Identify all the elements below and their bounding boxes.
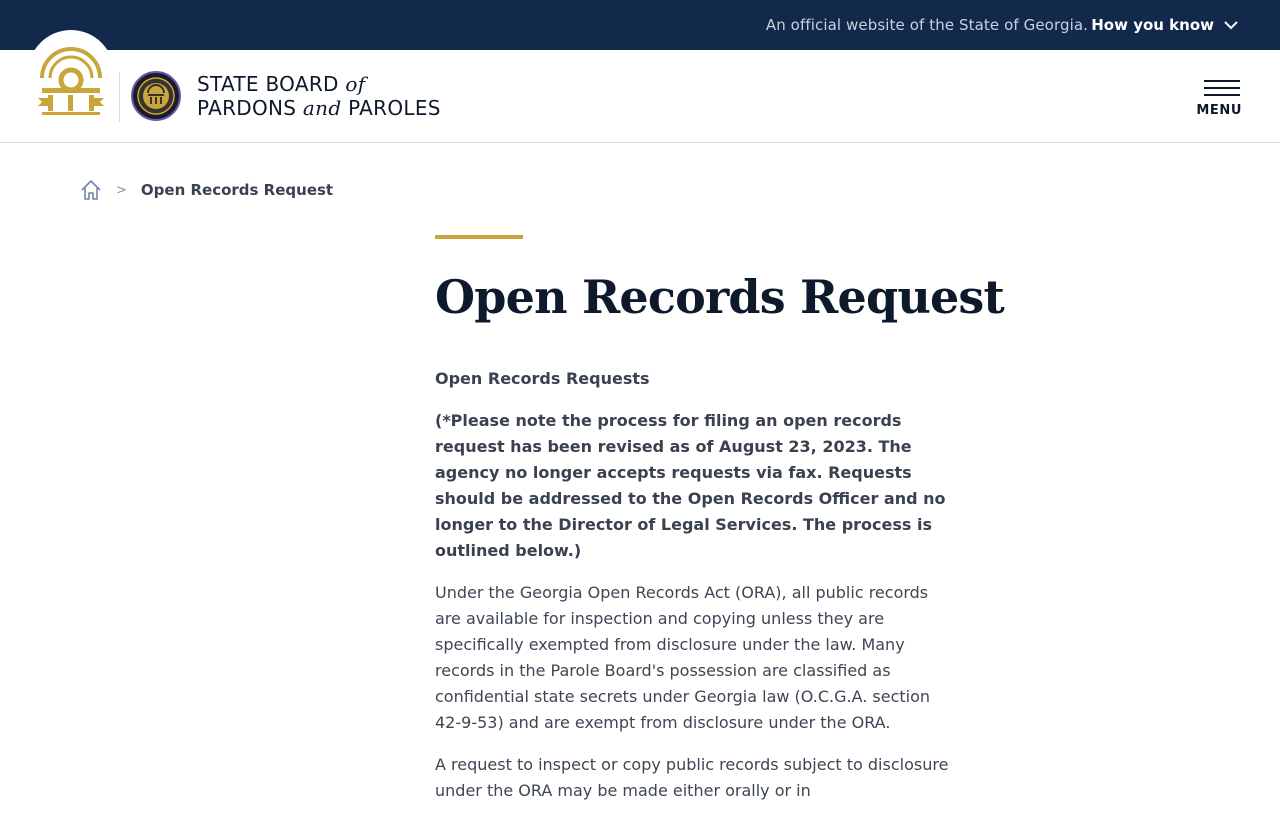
board-name-line-1 xyxy=(197,72,441,96)
board-name-text: STATE BOARD xyxy=(197,72,346,96)
site-header xyxy=(0,50,1280,143)
hamburger-icon xyxy=(1204,80,1240,96)
board-name[interactable] xyxy=(197,72,441,120)
georgia-logo-link[interactable] xyxy=(28,30,114,126)
main-content xyxy=(435,366,955,820)
board-seal[interactable] xyxy=(131,71,181,125)
process-notice: (*Please note the process for filing an open records request has been revised as of August 23, 2023. The agency no longer accepts requests via fax. Requests should be addressed to the Open Records Officer and no longer to the Director of Legal Services. The process is outlined below.) xyxy=(435,411,946,560)
how-you-know-toggle[interactable] xyxy=(1091,13,1238,37)
breadcrumb-current: Open Records Request xyxy=(140,181,334,199)
home-icon[interactable] xyxy=(80,179,102,201)
georgia-capitol-logo-icon xyxy=(36,40,106,116)
menu-button[interactable] xyxy=(1198,78,1242,122)
official-banner xyxy=(0,0,1280,50)
board-seal-icon xyxy=(131,71,181,121)
official-site-text: An official website of the State of Georgia. xyxy=(765,16,1088,34)
board-name-italic: and xyxy=(302,96,342,120)
how-you-know-label: How you know xyxy=(1091,16,1214,34)
board-name-text: PARDONS xyxy=(197,96,303,120)
body-paragraph-ora: Under the Georgia Open Records Act (ORA), all public records are available for inspection and copying unless they are specifically exempted from disclosure under the law. Many records in the Parole Board's possession are classified as confidential state secrets under Georgia law (O.C.G.A. section 42-9-53) and are exempt from disclosure under the ORA. xyxy=(435,583,931,732)
page-title: Open Records Request xyxy=(435,270,1004,324)
menu-label: MENU xyxy=(1196,103,1242,118)
breadcrumb xyxy=(80,177,333,203)
section-subhead: Open Records Requests xyxy=(435,369,650,388)
breadcrumb-separator: > xyxy=(116,182,127,198)
body-paragraph-request: A request to inspect or copy public records subject to disclosure under the ORA may be made either orally or in xyxy=(435,755,949,800)
board-name-italic: of xyxy=(345,72,366,96)
chevron-down-icon xyxy=(1224,21,1238,30)
board-name-line-2 xyxy=(197,96,441,120)
header-divider xyxy=(119,72,120,122)
board-name-text: PAROLES xyxy=(341,96,441,120)
title-accent-rule xyxy=(435,235,523,239)
